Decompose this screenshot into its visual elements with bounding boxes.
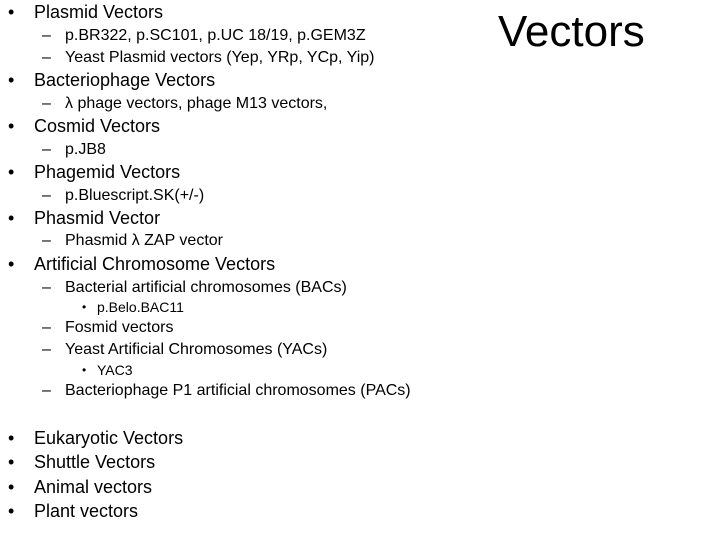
item-label: Cosmid Vectors: [34, 116, 161, 136]
sub-sub-item-label: p.Belo.BAC11: [97, 299, 184, 315]
item-label: Plant vectors: [34, 501, 139, 521]
bullet-icon: •: [82, 300, 87, 314]
bullet-icon: •: [8, 208, 15, 228]
sub-item-label: Bacteriophage P1 artificial chromosomes (PACs): [65, 382, 411, 399]
dash-icon: –: [42, 279, 51, 296]
dash-icon: –: [42, 49, 51, 66]
bullet-icon: •: [8, 162, 15, 182]
dash-icon: –: [42, 27, 51, 44]
sub-item-label: Fosmid vectors: [65, 319, 174, 336]
bullet-icon: •: [8, 70, 15, 90]
bullet-icon: •: [8, 501, 15, 521]
bullet-icon: •: [8, 254, 15, 274]
item-label: Artificial Chromosome Vectors: [34, 254, 276, 274]
dash-icon: –: [42, 141, 51, 158]
item-label: Phagemid Vectors: [34, 162, 181, 182]
bullet-icon: •: [8, 116, 15, 136]
sub-sub-item-label: YAC3: [97, 362, 133, 378]
item-label: Phasmid Vector: [34, 208, 161, 228]
item-label: Eukaryotic Vectors: [34, 428, 184, 448]
sub-item-label: Bacterial artificial chromosomes (BACs): [65, 279, 347, 296]
sub-item-label: λ phage vectors, phage M13 vectors,: [65, 95, 328, 112]
dash-icon: –: [42, 319, 51, 336]
sub-item-label: p.BR322, p.SC101, p.UC 18/19, p.GEM3Z: [65, 27, 366, 44]
bullet-icon: •: [8, 2, 15, 22]
bullet-icon: •: [8, 477, 15, 497]
dash-icon: –: [42, 187, 51, 204]
dash-icon: –: [42, 341, 51, 358]
slide-title: Vectors: [498, 7, 645, 56]
dash-icon: –: [42, 232, 51, 249]
sub-item-label: Yeast Artificial Chromosomes (YACs): [65, 341, 328, 358]
dash-icon: –: [42, 382, 51, 399]
bullet-icon: •: [82, 363, 87, 377]
item-label: Shuttle Vectors: [34, 452, 156, 472]
item-label: Animal vectors: [34, 477, 153, 497]
item-label: Bacteriophage Vectors: [34, 70, 216, 90]
dash-icon: –: [42, 95, 51, 112]
sub-item-label: Phasmid λ ZAP vector: [65, 232, 223, 249]
item-label: Plasmid Vectors: [34, 2, 164, 22]
sub-item-label: p.JB8: [65, 141, 106, 158]
bullet-icon: •: [8, 428, 15, 448]
bullet-icon: •: [8, 452, 15, 472]
sub-item-label: Yeast Plasmid vectors (Yep, YRp, YCp, Yip): [65, 49, 375, 66]
sub-item-label: p.Bluescript.SK(+/-): [65, 187, 205, 204]
